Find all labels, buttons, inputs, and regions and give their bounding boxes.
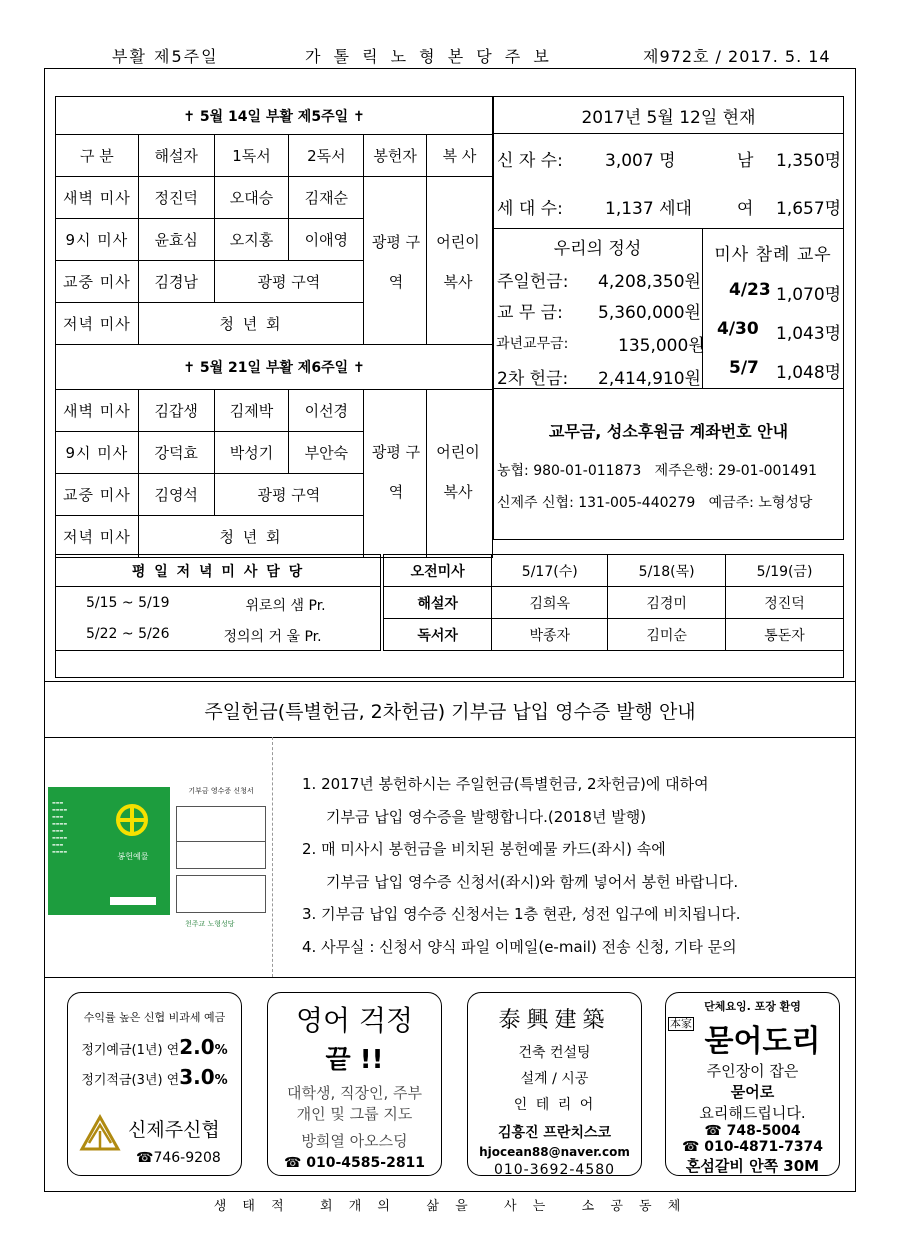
english-line2: 개인 및 그룹 지도 xyxy=(296,1105,413,1123)
weekday-title: 평 일 저 녁 미 사 담 당 xyxy=(56,555,383,587)
day-header: 5/19(금) xyxy=(726,555,844,587)
col-header: 복 사 xyxy=(427,135,493,177)
construction-line1: 건축 컨설팅 xyxy=(518,1045,591,1061)
receipt-line: 3. 기부금 납입 영수증 신청서는 1층 현관, 성전 입구에 비치됩니다. xyxy=(302,905,741,923)
reader1: 오대승 xyxy=(214,177,289,219)
bank-ad xyxy=(67,992,242,1176)
reader1: 김제박 xyxy=(214,390,289,432)
day-header: 5/18(목) xyxy=(608,555,726,587)
english-ad xyxy=(267,992,442,1176)
reader2: 김재순 xyxy=(289,177,364,219)
mass-name: 교중 미사 xyxy=(56,261,139,303)
stats-date: 2017년 5월 12일 현재 xyxy=(581,108,756,128)
believers-label: 신 자 수: xyxy=(497,151,563,171)
day-header: 5/17(수) xyxy=(492,555,608,587)
bank-deposit: 정기예금(1년) 연2.0% xyxy=(81,1035,228,1059)
attendance-title: 미사 참례 교우 xyxy=(714,245,832,265)
english-title1: 영어 걱정 xyxy=(295,1004,414,1037)
offering-label: 교 무 금: xyxy=(497,303,563,323)
offering-value: 5,360,000원 xyxy=(598,303,701,323)
receipt-line: 4. 사무실 : 신청서 양식 파일 이메일(e-mail) 전송 신청, 기타 문의 xyxy=(302,937,737,956)
female-count: 1,657명 xyxy=(776,199,842,219)
district: 광평 구역 xyxy=(214,474,364,516)
restaurant-ad xyxy=(665,992,840,1176)
col-header: 구 분 xyxy=(56,135,139,177)
offering-label: 과년교무금: xyxy=(496,336,569,352)
divider xyxy=(44,681,856,682)
female-label: 여 xyxy=(737,199,754,219)
footer-motto: 생 태 적 회 개 의 삶 을 사 는 소 공 동 체 xyxy=(213,1199,687,1214)
district: 광평 구역 xyxy=(214,261,364,303)
reader: 통돈자 xyxy=(726,619,844,651)
believers-count: 3,007 명 xyxy=(605,151,676,171)
reader2: 부안숙 xyxy=(289,432,364,474)
offering-label: 주일헌금: xyxy=(497,272,569,292)
col-header: 1독서 xyxy=(214,135,289,177)
receipt-line: 2. 매 미사시 봉헌금을 비치된 봉헌예물 카드(좌시) 속에 xyxy=(302,840,666,858)
morning-title: 오전미사 xyxy=(382,555,492,587)
construction-phone: 010-3692-4580 xyxy=(493,1162,616,1178)
schedule-table xyxy=(55,96,493,558)
male-count: 1,350명 xyxy=(776,151,842,171)
reader1: 오지홍 xyxy=(214,219,289,261)
weekday-row xyxy=(56,587,383,619)
attendance-count: 1,070명 xyxy=(776,285,842,305)
week1-title: ✝ 5월 14일 부활 제5주일 ✝ xyxy=(56,97,493,135)
youth-group: 청 년 회 xyxy=(138,303,363,345)
weekday-table xyxy=(55,554,844,678)
bank-name: 신제주신협 xyxy=(128,1119,220,1141)
commentator: 강덕효 xyxy=(138,432,214,474)
attendance-count: 1,043명 xyxy=(776,324,842,344)
group: 정의의 거 울 Pr. xyxy=(223,629,322,646)
attendance-date: 4/30 xyxy=(717,319,759,339)
restaurant-top: 단체요잉. 포장 환영 xyxy=(704,1000,801,1013)
commentator: 김갑생 xyxy=(138,390,214,432)
commentator: 김경미 xyxy=(608,587,726,619)
offering-value: 135,000원 xyxy=(618,336,705,356)
construction-line3: 인 테 리 어 xyxy=(513,1097,596,1113)
attendance-count: 1,048명 xyxy=(776,363,842,383)
mass-name: 저녁 미사 xyxy=(56,516,139,558)
receipt-title: 주일헌금(특별헌금, 2차헌금) 기부금 납입 영수증 발행 안내 xyxy=(204,701,696,723)
male-label: 남 xyxy=(737,151,754,171)
reader: 김미순 xyxy=(608,619,726,651)
mass-name: 9시 미사 xyxy=(56,219,139,261)
reader1: 박성기 xyxy=(214,432,289,474)
period: 5/15 ~ 5/19 xyxy=(86,594,170,611)
english-line1: 대학생, 직장인, 주부 xyxy=(287,1084,422,1102)
offertory-week1: 광평 구역 xyxy=(371,233,421,291)
construction-name: 김흥진 프란치스코 xyxy=(497,1125,612,1141)
weekday-row xyxy=(56,619,383,651)
altar-week1: 어린이 복사 xyxy=(436,233,480,291)
divider xyxy=(272,737,273,977)
accounts-line1: 농협: 980-01-011873 제주은행: 29-01-001491 xyxy=(497,463,818,479)
attendance-date: 5/7 xyxy=(729,358,759,378)
mass-name: 저녁 미사 xyxy=(56,303,139,345)
offering-value: 4,208,350원 xyxy=(598,272,701,292)
restaurant-location: 혼섬갈비 안쪽 30M xyxy=(685,1157,820,1175)
card-label: 봉헌예물 xyxy=(117,852,149,861)
commentator: 김경남 xyxy=(138,261,214,303)
cross-circle-icon xyxy=(115,803,149,837)
commentator: 윤효심 xyxy=(138,219,214,261)
receipt-line: 1. 2017년 봉헌하시는 주일헌금(특별헌금, 2차헌금)에 대하여 xyxy=(302,775,709,793)
bulletin-title: 가 톨 릭 노 형 본 당 주 보 xyxy=(305,47,553,66)
reader2: 이애영 xyxy=(289,219,364,261)
bank-savings: 정기적금(3년) 연3.0% xyxy=(81,1065,228,1089)
divider xyxy=(493,228,844,229)
english-name: 방희열 아오스딩 xyxy=(301,1132,408,1150)
mass-name: 9시 미사 xyxy=(56,432,139,474)
accounts-title: 교무금, 성소후원금 계좌번호 안내 xyxy=(548,422,789,441)
reader: 박종자 xyxy=(492,619,608,651)
restaurant-seal: 本家 xyxy=(670,1017,692,1030)
divider xyxy=(493,388,844,389)
commentator-label: 해설자 xyxy=(382,587,492,619)
altar-week2: 어린이 복사 xyxy=(436,443,480,501)
credit-union-logo-icon xyxy=(78,1113,122,1153)
divider xyxy=(44,737,856,738)
construction-line2: 설계 / 시공 xyxy=(520,1071,589,1087)
construction-ad xyxy=(467,992,642,1176)
bank-tagline: 수익률 높은 신협 비과세 예금 xyxy=(83,1011,226,1024)
attendance-date: 4/23 xyxy=(729,280,771,300)
accounts-line2: 신제주 신협: 131-005-440279 예금주: 노형성당 xyxy=(497,495,813,511)
commentator: 김영석 xyxy=(138,474,214,516)
receipt-lines xyxy=(302,768,741,963)
col-header: 2독서 xyxy=(289,135,364,177)
bank-phone: ☎746-9208 xyxy=(136,1150,221,1166)
reader2: 이선경 xyxy=(289,390,364,432)
construction-title: 泰興建築 xyxy=(498,1008,611,1033)
households-label: 세 대 수: xyxy=(497,199,563,219)
offering-title: 우리의 정성 xyxy=(553,239,642,259)
form-title: 기부금 영수증 신청서 xyxy=(188,787,254,795)
mass-name: 새벽 미사 xyxy=(56,390,139,432)
restaurant-phone1: ☎ 748-5004 xyxy=(704,1123,801,1139)
divider xyxy=(44,977,856,978)
commentator: 정진덕 xyxy=(726,587,844,619)
group: 위로의 샘 Pr. xyxy=(245,597,326,614)
commentator: 정진덕 xyxy=(138,177,214,219)
restaurant-name: 묻어도리 xyxy=(704,1024,821,1059)
mass-name: 교중 미사 xyxy=(56,474,139,516)
period: 5/22 ~ 5/26 xyxy=(86,626,170,643)
restaurant-line3: 요리해드립니다. xyxy=(699,1104,806,1122)
col-header: 봉헌자 xyxy=(364,135,427,177)
construction-email: hjocean88@naver.com xyxy=(479,1145,630,1159)
youth-group: 청 년 회 xyxy=(138,516,363,558)
restaurant-line2: 묻어로 xyxy=(730,1083,775,1101)
commentator: 김희옥 xyxy=(492,587,608,619)
households-count: 1,137 세대 xyxy=(605,199,692,219)
reader-label: 독서자 xyxy=(382,619,492,651)
offertory-week2: 광평 구역 xyxy=(371,443,421,501)
restaurant-phone2: ☎ 010-4871-7374 xyxy=(681,1139,824,1155)
divider xyxy=(493,133,844,134)
receipt-line: 기부금 납입 영수증 신청서(좌시)와 함께 넣어서 봉헌 바랍니다. xyxy=(326,872,739,891)
receipt-form-image xyxy=(176,786,266,914)
parish-logo: 천주교 노형성당 xyxy=(185,920,235,928)
issue-number: 제972호 / 2017. 5. 14 xyxy=(643,47,831,66)
offering-label: 2차 헌금: xyxy=(497,369,569,389)
week2-title: ✝ 5월 21일 부활 제6주일 ✝ xyxy=(56,345,493,390)
restaurant-line1: 주인장이 잡은 xyxy=(706,1062,799,1080)
english-phone: ☎ 010-4585-2811 xyxy=(283,1155,426,1171)
offering-value: 2,414,910원 xyxy=(598,369,701,389)
col-header: 해설자 xyxy=(138,135,214,177)
offering-card-image: ▬▬▬ ▬▬▬▬ ▬▬▬ ▬▬▬▬ ▬▬▬ ▬▬▬▬ ▬▬▬ ▬▬▬▬ 봉헌예물 xyxy=(48,787,170,915)
week-label: 부활 제5주일 xyxy=(112,47,219,66)
receipt-line: 기부금 납입 영수증을 발행합니다.(2018년 발행) xyxy=(326,807,647,826)
mass-name: 새벽 미사 xyxy=(56,177,139,219)
english-title2: 끝 !! xyxy=(325,1045,384,1075)
